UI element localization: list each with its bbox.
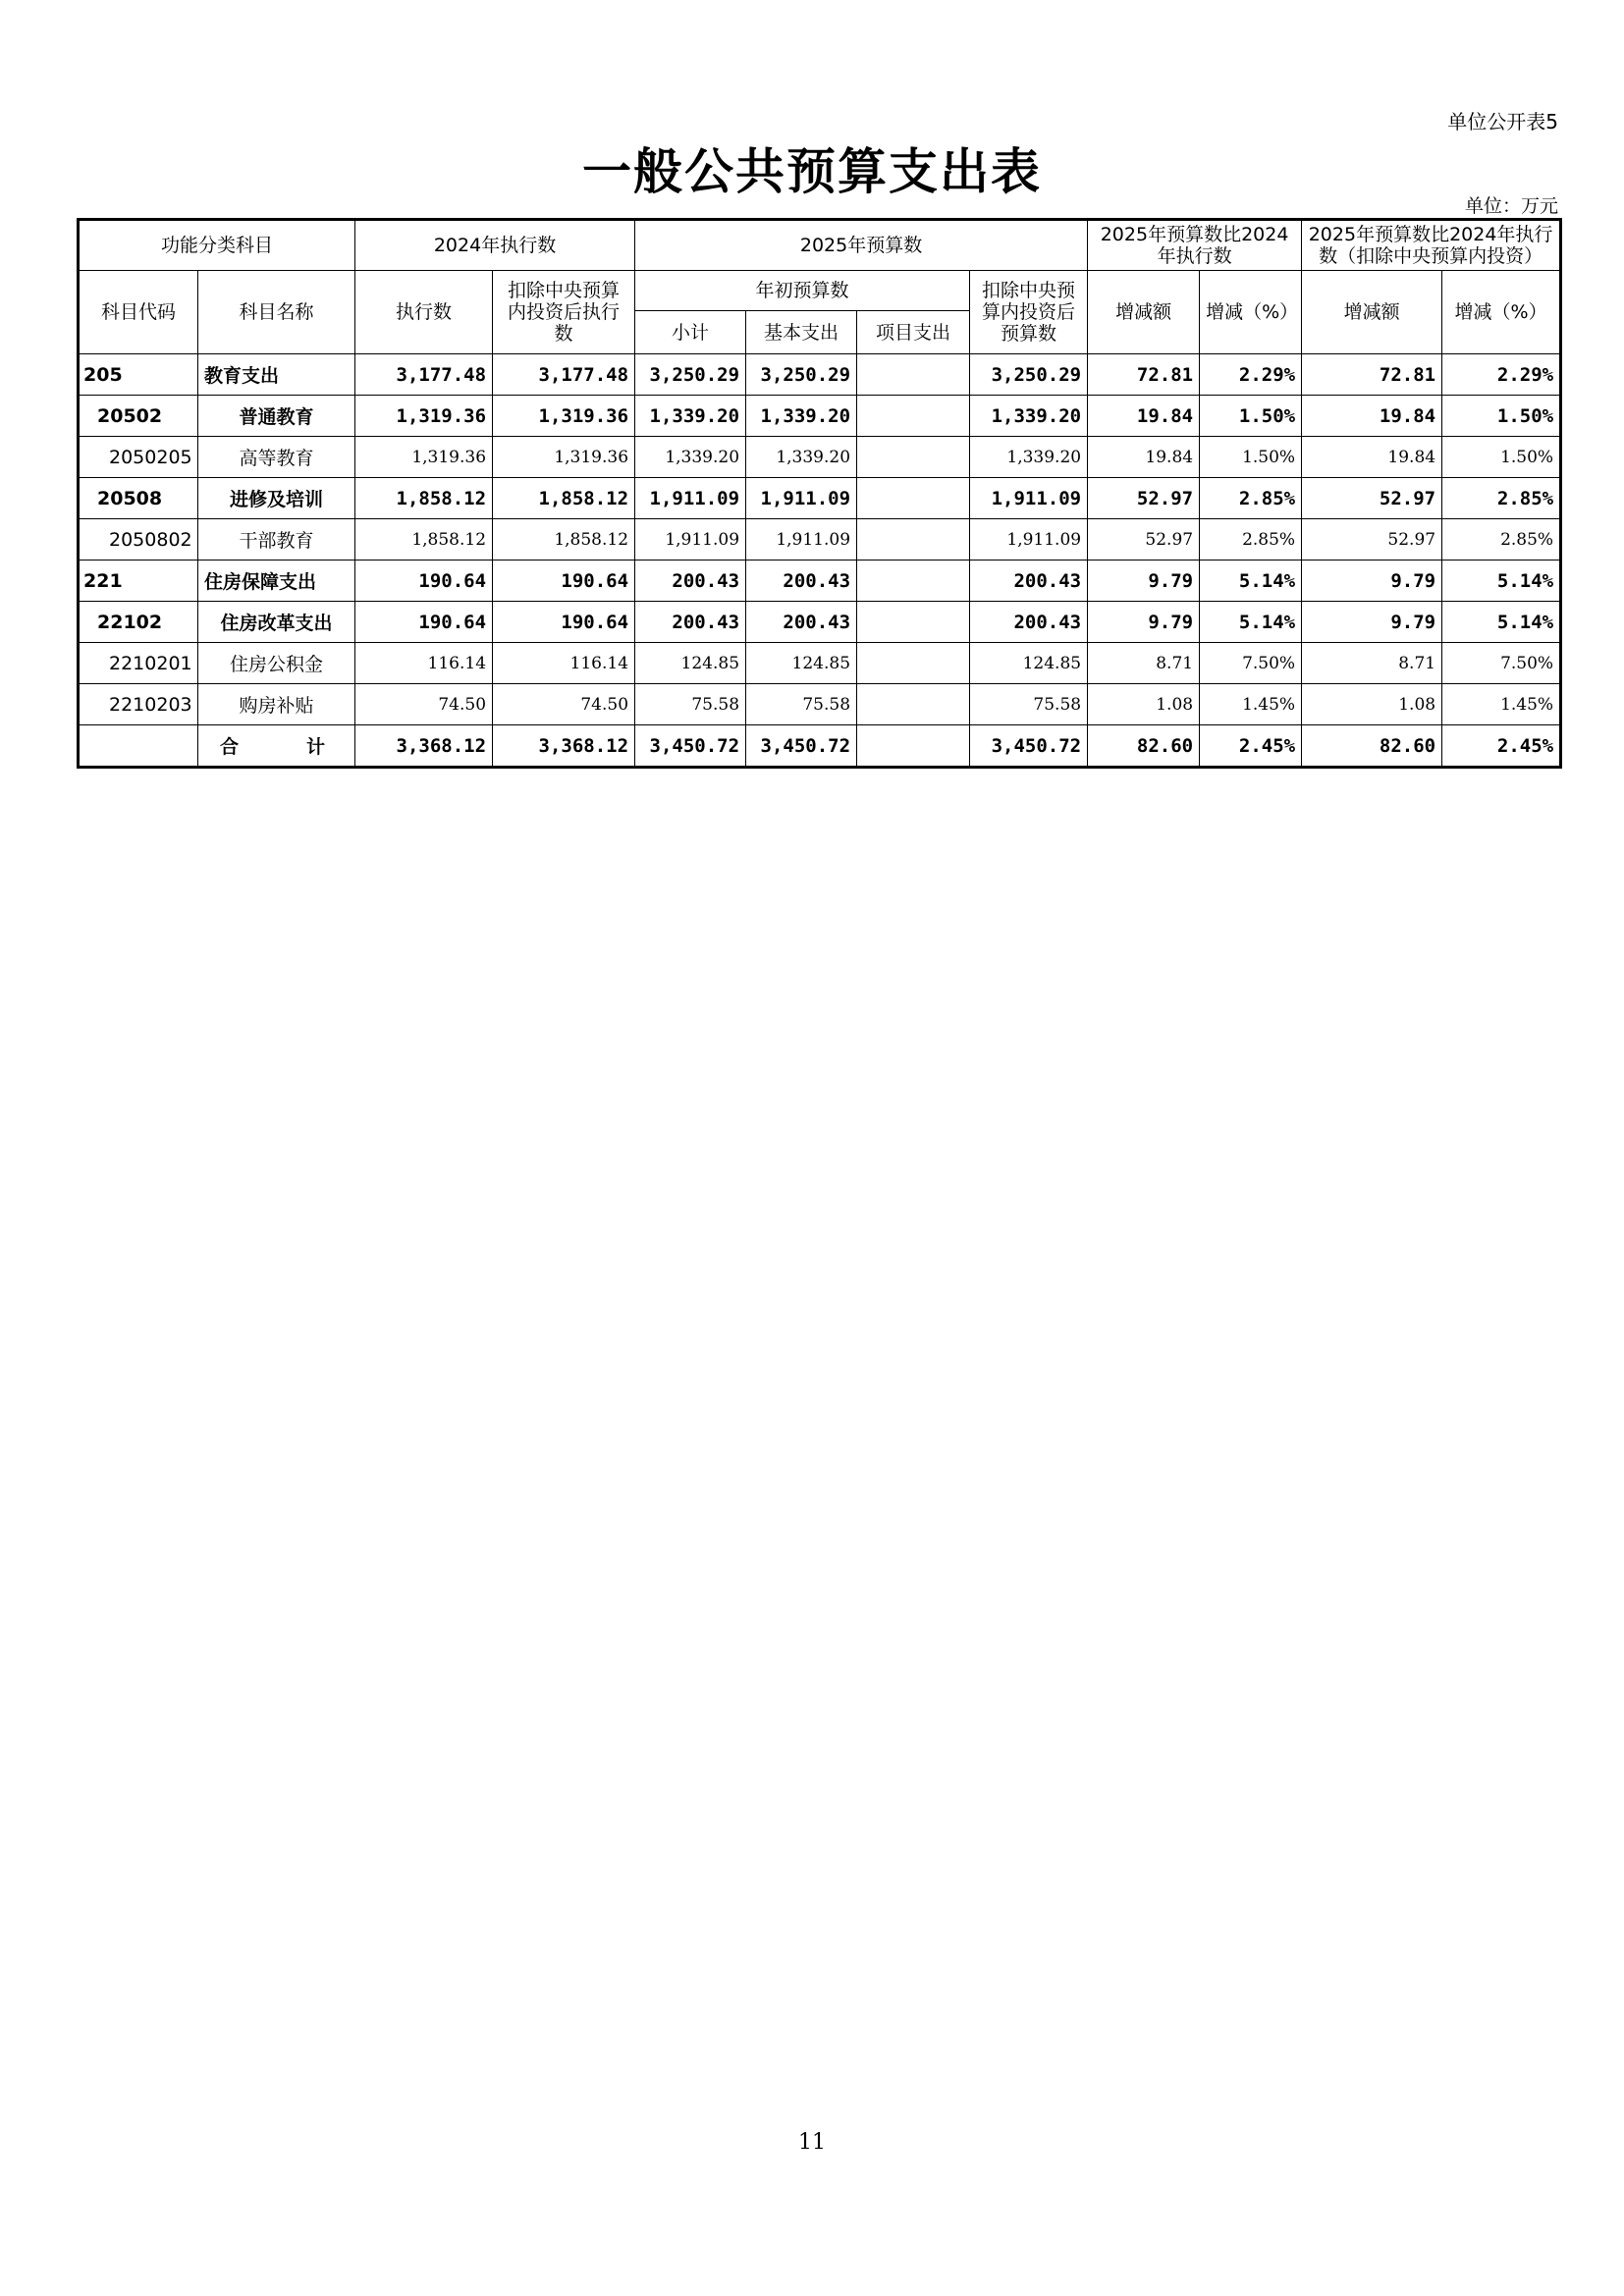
header-initial-budget: 年初预算数 — [635, 271, 970, 311]
cell-diff-adjusted: 52.97 — [1302, 478, 1442, 519]
cell-project — [857, 561, 970, 602]
header-compare-adjusted: 2025年预算数比2024年执行数（扣除中央预算内投资） — [1302, 220, 1561, 271]
cell-diff-pct: 7.50% — [1200, 643, 1302, 684]
cell-diff-pct-adjusted: 7.50% — [1442, 643, 1561, 684]
cell-basic: 1,911.09 — [746, 519, 857, 561]
header-budget-adjusted: 扣除中央预算内投资后预算数 — [970, 271, 1088, 354]
cell-exec: 74.50 — [355, 684, 493, 725]
cell-diff-pct: 2.85% — [1200, 478, 1302, 519]
cell-exec-adjusted: 74.50 — [493, 684, 635, 725]
table-row — [79, 354, 1561, 396]
cell-basic: 1,911.09 — [746, 478, 857, 519]
cell-budget-adjusted: 1,911.09 — [970, 478, 1088, 519]
cell-project — [857, 478, 970, 519]
cell-diff-pct: 1.45% — [1200, 684, 1302, 725]
table-row — [79, 561, 1561, 602]
table-row — [79, 396, 1561, 437]
cell-subtotal: 1,339.20 — [635, 396, 746, 437]
cell-budget-adjusted: 200.43 — [970, 602, 1088, 643]
cell-diff-pct-adjusted: 1.50% — [1442, 396, 1561, 437]
unit-label: 单位：万元 — [1464, 195, 1558, 217]
cell-diff-adjusted: 82.60 — [1302, 725, 1442, 768]
cell-diff-pct-adjusted: 1.50% — [1442, 437, 1561, 478]
cell-diff-pct: 1.50% — [1200, 437, 1302, 478]
cell-code: 22102 — [79, 602, 198, 643]
cell-project — [857, 437, 970, 478]
header-category: 功能分类科目 — [79, 220, 355, 271]
header-basic: 基本支出 — [746, 311, 857, 354]
table-row — [79, 437, 1561, 478]
cell-code: 2210201 — [79, 643, 198, 684]
header-subtotal: 小计 — [635, 311, 746, 354]
cell-budget-adjusted: 75.58 — [970, 684, 1088, 725]
cell-diff-pct-adjusted: 2.45% — [1442, 725, 1561, 768]
cell-exec: 1,319.36 — [355, 437, 493, 478]
table-row — [79, 478, 1561, 519]
cell-basic: 124.85 — [746, 643, 857, 684]
cell-diff: 52.97 — [1088, 478, 1200, 519]
cell-code: 20508 — [79, 478, 198, 519]
cell-exec: 1,858.12 — [355, 478, 493, 519]
cell-project — [857, 684, 970, 725]
cell-diff: 82.60 — [1088, 725, 1200, 768]
cell-subtotal: 1,911.09 — [635, 478, 746, 519]
header-exec-adjusted: 扣除中央预算内投资后执行数 — [493, 271, 635, 354]
cell-budget-adjusted: 124.85 — [970, 643, 1088, 684]
cell-budget-adjusted: 1,339.20 — [970, 396, 1088, 437]
cell-exec-adjusted: 190.64 — [493, 561, 635, 602]
cell-basic: 200.43 — [746, 561, 857, 602]
cell-exec-adjusted: 3,368.12 — [493, 725, 635, 768]
cell-diff-pct: 1.50% — [1200, 396, 1302, 437]
page-number: 11 — [798, 2130, 826, 2155]
header-diff-pct: 增减（%） — [1200, 271, 1302, 354]
header-diff: 增减额 — [1088, 271, 1200, 354]
cell-basic: 75.58 — [746, 684, 857, 725]
cell-subtotal: 124.85 — [635, 643, 746, 684]
cell-subtotal: 200.43 — [635, 561, 746, 602]
form-number: 单位公开表5 — [1447, 110, 1558, 133]
cell-diff: 19.84 — [1088, 396, 1200, 437]
cell-exec-adjusted: 190.64 — [493, 602, 635, 643]
cell-exec-adjusted: 1,858.12 — [493, 519, 635, 561]
cell-code: 221 — [79, 561, 198, 602]
cell-name: 购房补贴 — [198, 684, 355, 725]
cell-diff-adjusted: 19.84 — [1302, 396, 1442, 437]
header-diff-pct-adjusted: 增减（%） — [1442, 271, 1561, 354]
cell-diff-pct: 2.45% — [1200, 725, 1302, 768]
cell-exec: 190.64 — [355, 561, 493, 602]
cell-diff: 8.71 — [1088, 643, 1200, 684]
cell-name: 住房公积金 — [198, 643, 355, 684]
cell-subtotal: 3,450.72 — [635, 725, 746, 768]
cell-diff-adjusted: 8.71 — [1302, 643, 1442, 684]
cell-exec-adjusted: 1,319.36 — [493, 396, 635, 437]
page-title: 一般公共预算支出表 — [582, 142, 1042, 200]
cell-name: 住房保障支出 — [198, 561, 355, 602]
cell-diff: 9.79 — [1088, 561, 1200, 602]
header-name: 科目名称 — [198, 271, 355, 354]
header-code: 科目代码 — [79, 271, 198, 354]
cell-exec-adjusted: 1,319.36 — [493, 437, 635, 478]
cell-subtotal: 75.58 — [635, 684, 746, 725]
cell-diff-pct: 5.14% — [1200, 561, 1302, 602]
header-compare: 2025年预算数比2024年执行数 — [1088, 220, 1302, 271]
cell-exec-adjusted: 116.14 — [493, 643, 635, 684]
cell-code: 2050205 — [79, 437, 198, 478]
header-budget-2025: 2025年预算数 — [635, 220, 1088, 271]
table-row — [79, 519, 1561, 561]
cell-diff: 9.79 — [1088, 602, 1200, 643]
cell-name: 高等教育 — [198, 437, 355, 478]
cell-exec: 3,368.12 — [355, 725, 493, 768]
cell-exec: 1,858.12 — [355, 519, 493, 561]
cell-budget-adjusted: 200.43 — [970, 561, 1088, 602]
cell-exec: 116.14 — [355, 643, 493, 684]
cell-code: 205 — [79, 354, 198, 396]
cell-code: 2210203 — [79, 684, 198, 725]
cell-exec: 1,319.36 — [355, 396, 493, 437]
header-project: 项目支出 — [857, 311, 970, 354]
cell-diff-adjusted: 9.79 — [1302, 602, 1442, 643]
budget-table — [77, 218, 1562, 769]
cell-project — [857, 725, 970, 768]
cell-code: 20502 — [79, 396, 198, 437]
cell-budget-adjusted: 1,339.20 — [970, 437, 1088, 478]
header-exec: 执行数 — [355, 271, 493, 354]
cell-diff-adjusted: 9.79 — [1302, 561, 1442, 602]
header-exec-2024: 2024年执行数 — [355, 220, 635, 271]
cell-diff-adjusted: 19.84 — [1302, 437, 1442, 478]
cell-diff-pct-adjusted: 2.85% — [1442, 478, 1561, 519]
cell-diff-pct-adjusted: 5.14% — [1442, 561, 1561, 602]
cell-exec: 190.64 — [355, 602, 493, 643]
cell-exec-adjusted: 1,858.12 — [493, 478, 635, 519]
cell-code — [79, 725, 198, 768]
cell-name: 住房改革支出 — [198, 602, 355, 643]
cell-diff-adjusted: 72.81 — [1302, 354, 1442, 396]
table-row — [79, 643, 1561, 684]
cell-name: 干部教育 — [198, 519, 355, 561]
cell-diff-pct-adjusted: 5.14% — [1442, 602, 1561, 643]
cell-budget-adjusted: 3,450.72 — [970, 725, 1088, 768]
cell-diff-pct: 2.29% — [1200, 354, 1302, 396]
cell-diff: 72.81 — [1088, 354, 1200, 396]
cell-project — [857, 354, 970, 396]
cell-exec: 3,177.48 — [355, 354, 493, 396]
cell-diff-pct-adjusted: 1.45% — [1442, 684, 1561, 725]
cell-diff-pct-adjusted: 2.29% — [1442, 354, 1561, 396]
cell-diff-adjusted: 52.97 — [1302, 519, 1442, 561]
table-row — [79, 684, 1561, 725]
cell-project — [857, 602, 970, 643]
cell-subtotal: 200.43 — [635, 602, 746, 643]
cell-project — [857, 643, 970, 684]
cell-diff: 52.97 — [1088, 519, 1200, 561]
cell-diff: 1.08 — [1088, 684, 1200, 725]
cell-name: 进修及培训 — [198, 478, 355, 519]
cell-subtotal: 1,339.20 — [635, 437, 746, 478]
cell-project — [857, 396, 970, 437]
cell-subtotal: 1,911.09 — [635, 519, 746, 561]
cell-subtotal: 3,250.29 — [635, 354, 746, 396]
cell-diff-pct-adjusted: 2.85% — [1442, 519, 1561, 561]
cell-basic: 3,450.72 — [746, 725, 857, 768]
cell-basic: 200.43 — [746, 602, 857, 643]
total-row — [79, 725, 1561, 768]
cell-project — [857, 519, 970, 561]
cell-basic: 3,250.29 — [746, 354, 857, 396]
cell-diff-pct: 5.14% — [1200, 602, 1302, 643]
cell-diff-adjusted: 1.08 — [1302, 684, 1442, 725]
total-label: 合计 — [198, 725, 355, 768]
cell-budget-adjusted: 1,911.09 — [970, 519, 1088, 561]
cell-basic: 1,339.20 — [746, 396, 857, 437]
cell-code: 2050802 — [79, 519, 198, 561]
cell-diff-pct: 2.85% — [1200, 519, 1302, 561]
table-row — [79, 602, 1561, 643]
cell-exec-adjusted: 3,177.48 — [493, 354, 635, 396]
cell-basic: 1,339.20 — [746, 437, 857, 478]
cell-diff: 19.84 — [1088, 437, 1200, 478]
header-diff-adjusted: 增减额 — [1302, 271, 1442, 354]
cell-name: 教育支出 — [198, 354, 355, 396]
cell-name: 普通教育 — [198, 396, 355, 437]
cell-budget-adjusted: 3,250.29 — [970, 354, 1088, 396]
